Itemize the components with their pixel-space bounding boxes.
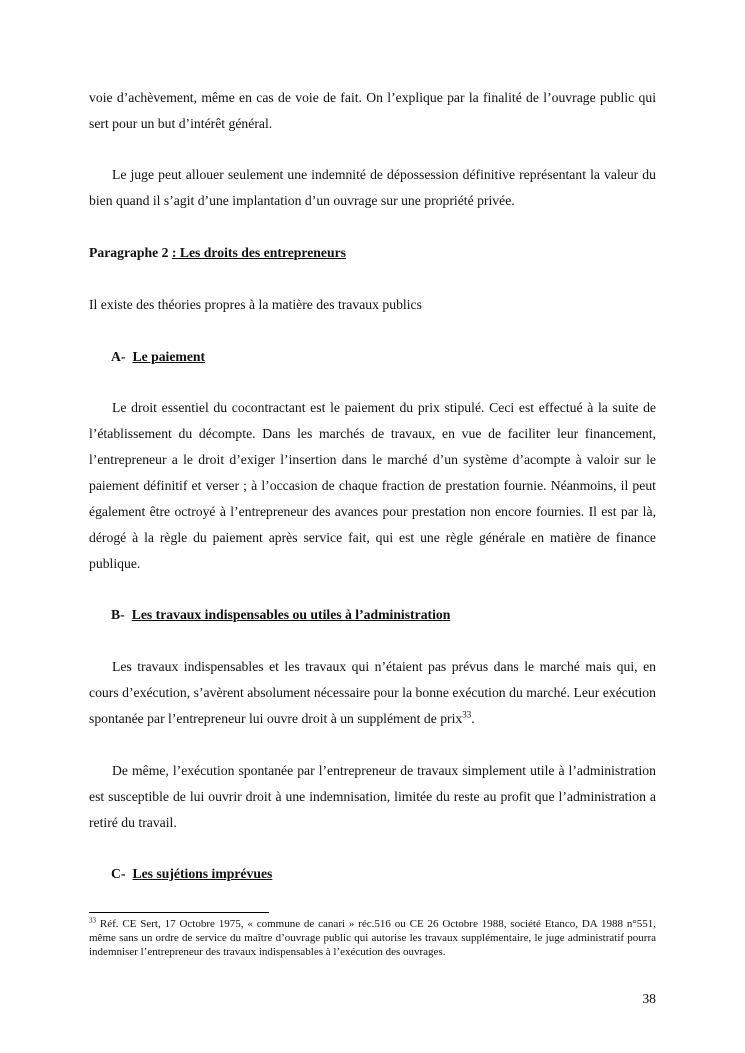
footnote-reference: 33 [462,709,472,720]
paragraph-travaux-indispensables [89,654,656,732]
subheading-c [111,861,272,887]
paragraph-paiement: Le droit essentiel du cocontractant est le paiement du prix stipulé. Ceci est effectué à la suite de l’établissement du décompte. Dans les marchés de travaux, en vue de faciliter leur financement, l’entrepreneur a le droit d’exiger l’insertion dans le marché d’un système d’acompte à valoir sur le paiement définitif et verser ; à l’occasion de chaque fraction de prestation fournie. Néanmoins, il peut également être octroyé à l’entrepreneur des avances pour prestation non encore fournies. Il est par là, dérogé à la règle du paiement après service fait, qui est une règle générale en matière de finance publique. [89,400,656,571]
subheading-a [111,344,205,370]
footnote [89,917,656,959]
paragraph-travaux-indispensables-text: Les travaux indispensables et les travaux qui n’étaient pas prévus dans le marché mais qui, en cours d’exécution, s’avèrent absolument nécessaire pour la bonne exécution du marché. Leur exécution spontanée par l’entrepreneur lui ouvre droit à un supplément de prix [89,659,656,726]
paragraph-theories-propres: Il existe des théories propres à la matière des travaux publics [89,297,422,312]
footnote-separator [89,912,269,913]
subheading-b [111,602,450,628]
subheading-a-title: Le paiement [132,349,206,364]
subheading-a-marker: A- [111,349,126,364]
subheading-c-title: Les sujétions imprévues [132,866,273,881]
paragraph-voie-achevement: voie d’achèvement, même en cas de voie de fait. On l’explique par la finalité de l’ouvrage public qui sert pour un but d’intérêt général. [89,90,656,131]
paragraph-execution-spontanee: De même, l’exécution spontanée par l’entrepreneur de travaux simplement utile à l’administration est susceptible de lui ouvrir droit à une indemnisation, limitée du reste au profit que l’administration a retiré du travail. [89,763,656,830]
section-heading-title: : Les droits des entrepreneurs [171,245,347,260]
subheading-c-marker: C- [111,866,126,881]
section-heading-paragraphe-2 [89,240,346,266]
section-heading-label: Paragraphe 2 [89,245,172,260]
subheading-b-title: Les travaux indispensables ou utiles à l’administration [131,607,451,622]
footnote-number: 33 [89,916,96,925]
page-number: 38 [642,991,656,1006]
paragraph-indemnite-depossession: Le juge peut allouer seulement une indemnité de dépossession définitive représentant la valeur du bien quand il s’agit d’une implantation d’un ouvrage sur une propriété privée. [89,167,656,208]
paragraph-travaux-indispensables-end: . [471,711,475,726]
footnote-text: Réf. CE Sert, 17 Octobre 1975, « commune de canari » réc.516 ou CE 26 Octobre 1988, société Etanco, DA 1988 n°551, même sans un ordre de service du maître d’ouvrage public qui autorise les travaux supplémentaire, le juge administratif pourra indemniser l’entrepreneur des travaux indispensables à l’exécution des ouvrages. [89,918,656,958]
subheading-b-marker: B- [111,607,125,622]
